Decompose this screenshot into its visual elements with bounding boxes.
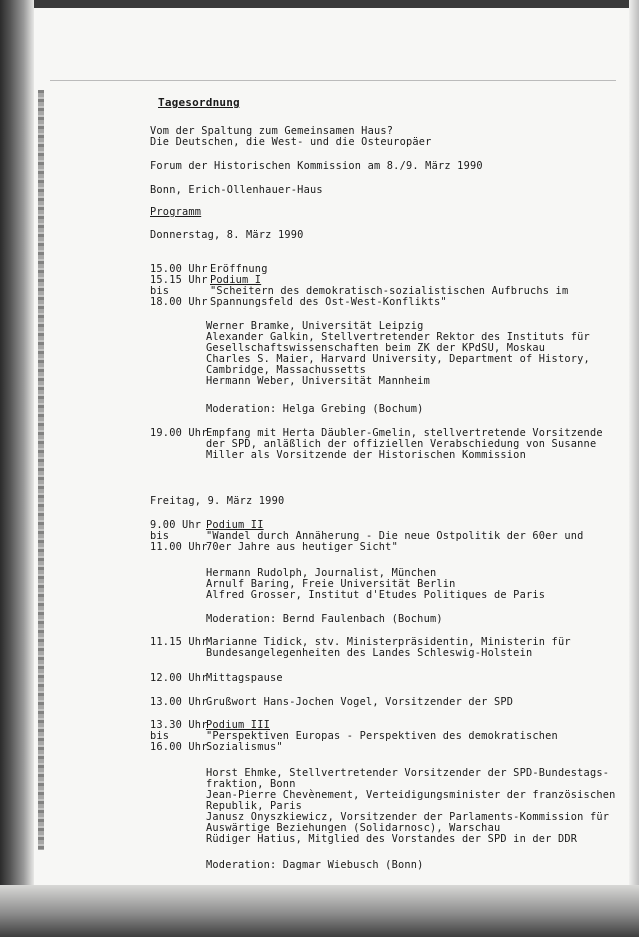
schedule-time: 12.00 Uhr — [150, 672, 208, 684]
schedule-text: Grußwort Hans-Jochen Vogel, Vorsitzender der SPD — [206, 696, 514, 708]
speaker-line: Jean-Pierre Chevènement, Verteidigungsminister der französischen — [206, 789, 616, 801]
speaker-line: Alfred Grosser, Institut d'Etudes Politiques de Paris — [206, 589, 546, 601]
schedule-time: bis — [150, 730, 170, 742]
scan-shadow-bottom — [0, 885, 639, 937]
sheet-edge-line — [50, 80, 616, 81]
scan-shadow-top — [0, 0, 639, 8]
schedule-time: 11.00 Uhr — [150, 541, 208, 553]
schedule-text: "Wandel durch Annäherung - Die neue Ostpolitik der 60er und — [206, 530, 584, 542]
speaker-line: Hermann Rudolph, Journalist, München — [206, 567, 437, 579]
scan-shadow-left — [0, 0, 34, 937]
schedule-text: Podium I — [210, 274, 262, 286]
location-line: Bonn, Erich-Ollenhauer-Haus — [150, 184, 323, 196]
speaker-line: Janusz Onyszkiewicz, Vorsitzender der Parlaments-Kommission für — [206, 811, 610, 823]
schedule-text: Podium II — [206, 519, 264, 531]
schedule-time: 9.00 Uhr — [150, 519, 202, 531]
moderation-line: Moderation: Dagmar Wiebusch (Bonn) — [206, 859, 424, 871]
day1-date: Donnerstag, 8. März 1990 — [150, 229, 304, 241]
schedule-text: "Scheitern des demokratisch-sozialistischen Aufbruchs im — [210, 285, 569, 297]
speaker-line: Hermann Weber, Universität Mannheim — [206, 375, 430, 387]
title-line-2: Die Deutschen, die West- und die Osteuropäer — [150, 136, 432, 148]
schedule-text: Eröffnung — [210, 263, 268, 275]
heading: Tagesordnung — [158, 96, 240, 109]
schedule-text: Bundesangelegenheiten des Landes Schleswig-Holstein — [206, 647, 533, 659]
schedule-time: bis — [150, 285, 170, 297]
speaker-line: Auswärtige Beziehungen (Solidarnosc), Warschau — [206, 822, 501, 834]
speaker-line: Werner Bramke, Universität Leipzig — [206, 320, 424, 332]
schedule-text: Marianne Tidick, stv. Ministerpräsidentin, Ministerin für — [206, 636, 571, 648]
speaker-line: Horst Ehmke, Stellvertretender Vorsitzender der SPD-Bundestags- — [206, 767, 610, 779]
schedule-time: 16.00 Uhr — [150, 741, 208, 753]
day2-date: Freitag, 9. März 1990 — [150, 495, 285, 507]
schedule-time: 15.15 Uhr — [150, 274, 208, 286]
schedule-time: 13.30 Uhr — [150, 719, 208, 731]
title-line-1: Vom der Spaltung zum Gemeinsamen Haus? — [150, 125, 394, 137]
schedule-text: Spannungsfeld des Ost-West-Konflikts" — [210, 296, 447, 308]
schedule-time: 11.15 Uhr — [150, 636, 208, 648]
speaker-line: Arnulf Baring, Freie Universität Berlin — [206, 578, 456, 590]
program-label: Programm — [150, 206, 202, 218]
schedule-time: 15.00 Uhr — [150, 263, 208, 275]
schedule-time: 18.00 Uhr — [150, 296, 208, 308]
moderation-line: Moderation: Helga Grebing (Bochum) — [206, 403, 424, 415]
reception-line: Empfang mit Herta Däubler-Gmelin, stellvertretende Vorsitzende — [206, 427, 603, 439]
speaker-line: Gesellschaftswissenschaften beim ZK der KPdSU, Moskau — [206, 342, 546, 354]
speaker-line: Cambridge, Massachussetts — [206, 364, 366, 376]
speaker-line: Alexander Galkin, Stellvertretender Rektor des Instituts für — [206, 331, 590, 343]
schedule-time: 19.00 Uhr — [150, 427, 208, 439]
schedule-time: bis — [150, 530, 170, 542]
scan-edge-strip — [38, 90, 44, 850]
scan-shadow-right — [629, 0, 639, 937]
reception-line: der SPD, anläßlich der offiziellen Verabschiedung von Susanne — [206, 438, 597, 450]
reception-line: Miller als Vorsitzende der Historischen Kommission — [206, 449, 526, 461]
schedule-text: Sozialismus" — [206, 741, 283, 753]
schedule-text: Mittagspause — [206, 672, 283, 684]
speaker-line: Republik, Paris — [206, 800, 302, 812]
speaker-line: fraktion, Bonn — [206, 778, 296, 790]
forum-line: Forum der Historischen Kommission am 8./9. März 1990 — [150, 160, 483, 172]
schedule-text: "Perspektiven Europas - Perspektiven des demokratischen — [206, 730, 558, 742]
moderation-line: Moderation: Bernd Faulenbach (Bochum) — [206, 613, 443, 625]
schedule-time: 13.00 Uhr — [150, 696, 208, 708]
speaker-line: Rüdiger Hatius, Mitglied des Vorstandes der SPD in der DDR — [206, 833, 578, 845]
schedule-text: Podium III — [206, 719, 270, 731]
schedule-text: 70er Jahre aus heutiger Sicht" — [206, 541, 398, 553]
speaker-line: Charles S. Maier, Harvard University, Department of History, — [206, 353, 590, 365]
